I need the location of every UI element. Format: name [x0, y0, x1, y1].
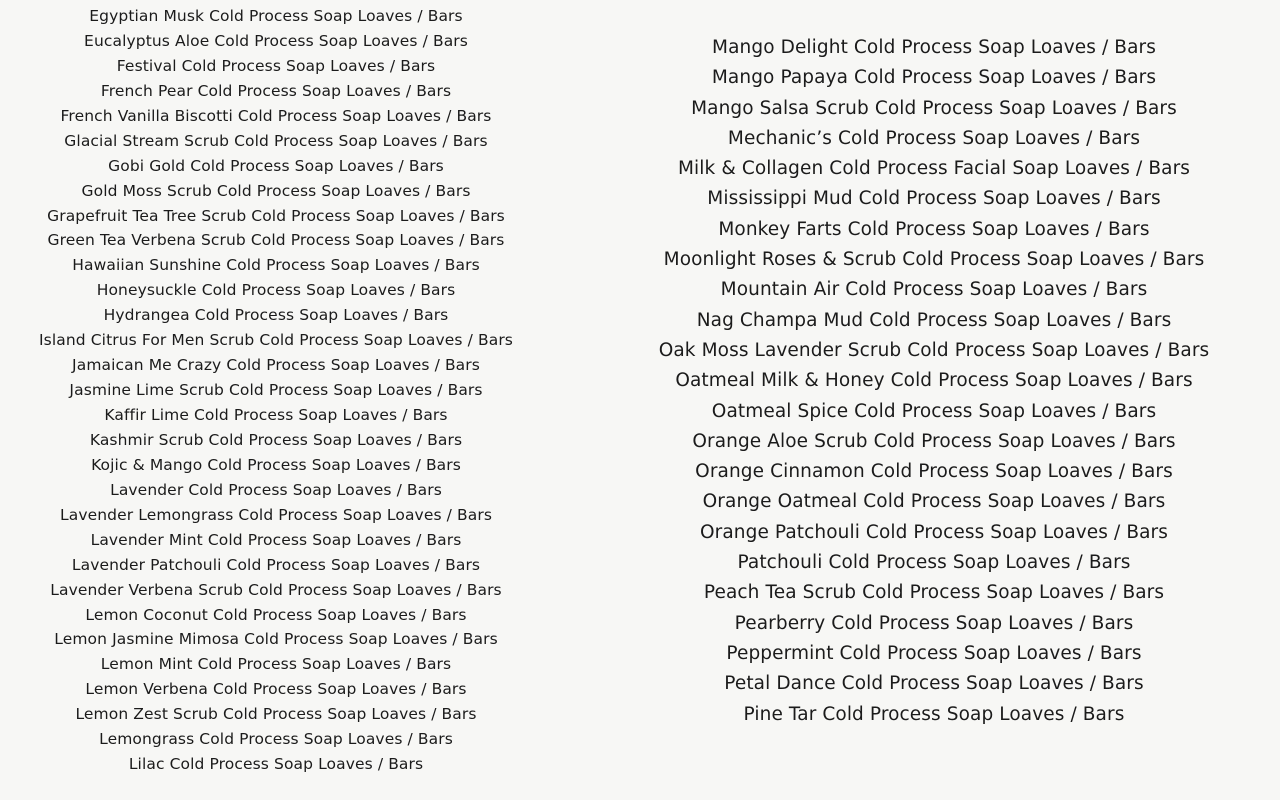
product-link[interactable]: Lavender Mint Cold Process Soap Loaves / Bars — [90, 530, 462, 549]
product-list-item — [0, 528, 552, 553]
product-list-item — [0, 154, 552, 179]
product-list-item — [0, 503, 552, 528]
product-link[interactable]: Grapefruit Tea Tree Scrub Cold Process Soap Loaves / Bars — [47, 206, 505, 225]
product-link[interactable]: Nag Champa Mud Cold Process Soap Loaves / Bars — [696, 309, 1172, 331]
product-link[interactable]: Milk & Collagen Cold Process Facial Soap Loaves / Bars — [677, 158, 1191, 180]
product-list-item — [604, 33, 1264, 63]
product-list-item — [0, 228, 552, 253]
product-list-item — [604, 245, 1264, 275]
product-link[interactable]: Lavender Cold Process Soap Loaves / Bars — [110, 480, 442, 499]
product-link[interactable]: Lemongrass Cold Process Soap Loaves / Bars — [99, 730, 453, 749]
product-list-item — [604, 184, 1264, 214]
product-link[interactable]: Hydrangea Cold Process Soap Loaves / Bars — [103, 306, 449, 325]
product-list-item — [604, 578, 1264, 608]
product-list-item — [0, 129, 552, 154]
product-link[interactable]: Peach Tea Scrub Cold Process Soap Loaves / Bars — [703, 582, 1165, 604]
product-list-item — [0, 453, 552, 478]
product-link[interactable]: Kashmir Scrub Cold Process Soap Loaves / Bars — [89, 430, 463, 449]
product-list-item — [604, 457, 1264, 487]
product-list-item — [0, 428, 552, 453]
product-list-item — [0, 677, 552, 702]
product-list-item — [0, 702, 552, 727]
product-list-item — [604, 548, 1264, 578]
product-link[interactable]: Egyptian Musk Cold Process Soap Loaves / Bars — [89, 7, 463, 25]
product-link[interactable]: Orange Aloe Scrub Cold Process Soap Loaves / Bars — [692, 430, 1176, 452]
product-link[interactable]: Orange Cinnamon Cold Process Soap Loaves / Bars — [695, 461, 1173, 483]
product-list-item — [604, 124, 1264, 154]
product-list-item — [0, 79, 552, 104]
product-link[interactable]: Petal Dance Cold Process Soap Loaves / Bars — [724, 673, 1144, 695]
product-link[interactable]: Mango Delight Cold Process Soap Loaves / Bars — [712, 37, 1156, 58]
product-link[interactable]: Pearberry Cold Process Soap Loaves / Bars — [734, 612, 1134, 634]
product-list-item — [0, 627, 552, 652]
product-link[interactable]: Festival Cold Process Soap Loaves / Bars — [116, 56, 436, 75]
product-link[interactable]: Lemon Coconut Cold Process Soap Loaves / Bars — [85, 605, 467, 624]
product-list-item — [0, 478, 552, 503]
product-list-item — [604, 639, 1264, 669]
product-link[interactable]: Gold Moss Scrub Cold Process Soap Loaves / Bars — [81, 181, 471, 200]
product-list-item — [0, 752, 552, 777]
product-list-item — [0, 4, 552, 29]
product-link[interactable]: Island Citrus For Men Scrub Cold Process Soap Loaves / Bars — [39, 331, 513, 350]
product-list-item — [604, 94, 1264, 124]
product-link[interactable]: Green Tea Verbena Scrub Cold Process Soap Loaves / Bars — [47, 231, 505, 250]
product-link[interactable]: Peppermint Cold Process Soap Loaves / Bars — [726, 642, 1142, 664]
product-link[interactable]: Gobi Gold Cold Process Soap Loaves / Bars — [108, 156, 444, 175]
product-link[interactable]: Jasmine Lime Scrub Cold Process Soap Loaves / Bars — [69, 381, 483, 400]
product-list-item — [0, 578, 552, 603]
product-link[interactable]: Oatmeal Milk & Honey Cold Process Soap Loaves / Bars — [675, 370, 1193, 392]
product-link[interactable]: Mango Papaya Cold Process Soap Loaves / Bars — [711, 67, 1157, 89]
product-list-item — [604, 518, 1264, 548]
product-list-item — [604, 275, 1264, 305]
product-list-item — [0, 727, 552, 752]
product-link[interactable]: Honeysuckle Cold Process Soap Loaves / Bars — [96, 281, 456, 300]
product-list-item — [604, 397, 1264, 427]
product-list-item — [0, 104, 552, 129]
product-list-item — [0, 303, 552, 328]
product-list-item — [604, 669, 1264, 699]
product-link[interactable]: Kaffir Lime Cold Process Soap Loaves / Bars — [104, 406, 448, 424]
product-list-item — [604, 154, 1264, 184]
product-list-item — [0, 553, 552, 578]
product-link[interactable]: Lemon Mint Cold Process Soap Loaves / Bars — [100, 655, 452, 674]
product-list-item — [0, 253, 552, 278]
product-link[interactable]: Patchouli Cold Process Soap Loaves / Bars — [737, 552, 1131, 574]
product-link[interactable]: French Pear Cold Process Soap Loaves / Bars — [100, 81, 452, 100]
product-link[interactable]: Hawaiian Sunshine Cold Process Soap Loaves / Bars — [72, 256, 480, 275]
product-link[interactable]: Lavender Verbena Scrub Cold Process Soap Loaves / Bars — [50, 580, 502, 599]
product-link[interactable]: Glacial Stream Scrub Cold Process Soap Loaves / Bars — [64, 131, 488, 150]
product-list-item — [604, 215, 1264, 245]
product-list-item — [0, 204, 552, 229]
product-link[interactable]: Lemon Zest Scrub Cold Process Soap Loaves / Bars — [75, 705, 477, 724]
product-link[interactable]: Lemon Verbena Cold Process Soap Loaves / Bars — [85, 680, 467, 699]
product-list-item — [604, 700, 1264, 730]
product-link[interactable]: Lemon Jasmine Mimosa Cold Process Soap Loaves / Bars — [54, 630, 498, 649]
product-list-item — [604, 609, 1264, 639]
product-link[interactable]: Lavender Patchouli Cold Process Soap Loaves / Bars — [71, 555, 481, 574]
product-list-item — [0, 403, 552, 428]
product-list-item — [0, 603, 552, 628]
product-list-item — [0, 29, 552, 54]
product-list-item — [0, 328, 552, 353]
product-list-item — [604, 427, 1264, 457]
product-link[interactable]: Mountain Air Cold Process Soap Loaves / Bars — [720, 279, 1148, 301]
product-list-item — [0, 278, 552, 303]
product-list-left — [0, 4, 552, 777]
product-list-item — [604, 366, 1264, 396]
product-list-item — [0, 378, 552, 403]
product-list-item — [604, 63, 1264, 93]
product-link[interactable]: Lavender Lemongrass Cold Process Soap Loaves / Bars — [59, 505, 492, 524]
product-link[interactable]: Kojic & Mango Cold Process Soap Loaves / Bars — [91, 455, 461, 474]
product-list-item — [604, 306, 1264, 336]
product-list-right — [604, 33, 1264, 730]
product-list-item — [0, 652, 552, 677]
product-link[interactable]: Pine Tar Cold Process Soap Loaves / Bars — [743, 703, 1125, 725]
product-link[interactable]: French Vanilla Biscotti Cold Process Soap Loaves / Bars — [60, 106, 492, 125]
product-link[interactable]: Eucalyptus Aloe Cold Process Soap Loaves / Bars — [84, 31, 468, 50]
product-link[interactable]: Mississippi Mud Cold Process Soap Loaves / Bars — [707, 188, 1161, 210]
product-list-item — [0, 54, 552, 79]
product-list-item — [0, 179, 552, 204]
product-link[interactable]: Jamaican Me Crazy Cold Process Soap Loaves / Bars — [72, 356, 480, 375]
product-link[interactable]: Mechanic’s Cold Process Soap Loaves / Bars — [727, 127, 1141, 149]
product-link[interactable]: Mango Salsa Scrub Cold Process Soap Loaves / Bars — [691, 97, 1177, 119]
product-link[interactable]: Moonlight Roses & Scrub Cold Process Soap Loaves / Bars — [663, 249, 1205, 271]
product-list-item — [604, 336, 1264, 366]
product-link[interactable]: Lilac Cold Process Soap Loaves / Bars — [128, 755, 424, 774]
product-list-item — [0, 353, 552, 378]
product-link[interactable]: Oatmeal Spice Cold Process Soap Loaves / Bars — [711, 400, 1157, 422]
product-link[interactable]: Orange Patchouli Cold Process Soap Loaves / Bars — [699, 521, 1168, 543]
product-link[interactable]: Oak Moss Lavender Scrub Cold Process Soap Loaves / Bars — [658, 339, 1210, 361]
product-link[interactable]: Orange Oatmeal Cold Process Soap Loaves / Bars — [702, 491, 1166, 513]
product-link[interactable]: Monkey Farts Cold Process Soap Loaves / Bars — [718, 218, 1150, 240]
product-list-item — [604, 487, 1264, 517]
